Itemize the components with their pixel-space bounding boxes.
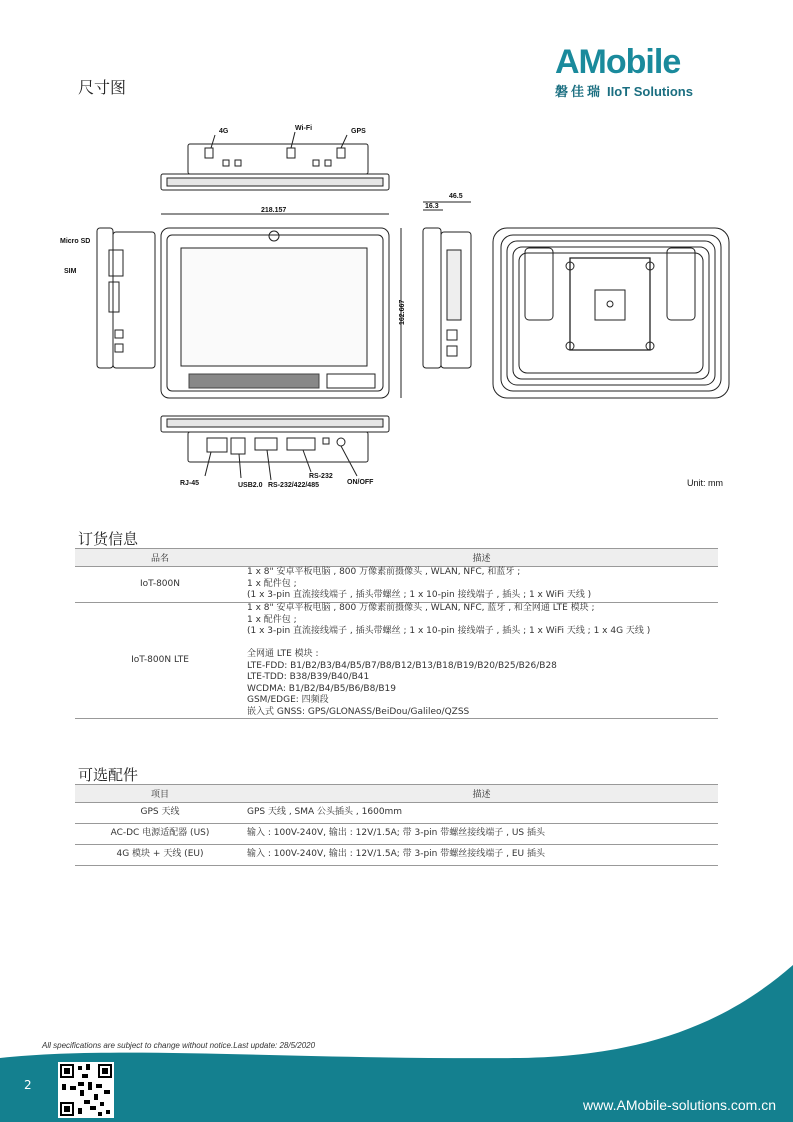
accessory-desc: GPS 天线 , SMA 公头插头 , 1600mm bbox=[245, 803, 718, 824]
ordering-header-name: 品名 bbox=[75, 549, 245, 567]
logo-brand-b: obile bbox=[605, 43, 681, 81]
rear-view bbox=[493, 228, 729, 398]
accessory-name: 4G 模块 + 天线 (EU) bbox=[75, 845, 245, 866]
label-rs232-485: RS-232/422/485 bbox=[268, 482, 319, 489]
table-row bbox=[75, 603, 718, 719]
logo-brand-a: AM bbox=[555, 43, 606, 81]
dimension-heading: 尺寸图 bbox=[78, 78, 127, 97]
accessory-desc: 输入 : 100V-240V, 输出 : 12V/1.5A; 带 3-pin 带螺丝接线端子 , US 插头 bbox=[245, 824, 718, 845]
accessory-desc: 输入 : 100V-240V, 输出 : 12V/1.5A; 带 3-pin 带螺丝接线端子 , EU 插头 bbox=[245, 845, 718, 866]
label-rj45: RJ-45 bbox=[180, 480, 200, 487]
label-gps: GPS bbox=[351, 128, 366, 135]
right-side-view bbox=[423, 202, 471, 368]
label-width: 218.157 bbox=[261, 207, 287, 214]
table-row bbox=[75, 845, 718, 866]
dimension-drawing bbox=[55, 120, 735, 500]
accessories-title: 可选配件 bbox=[78, 766, 139, 784]
accessory-name: AC-DC 电源适配器 (US) bbox=[75, 824, 245, 845]
accessory-name: GPS 天线 bbox=[75, 803, 245, 824]
bottom-view bbox=[161, 416, 389, 480]
ordering-header-desc: 描述 bbox=[245, 549, 718, 567]
label-onoff: ON/OFF bbox=[347, 479, 374, 486]
front-view bbox=[161, 214, 401, 398]
qr-code bbox=[58, 1062, 114, 1118]
product-desc: 1 x 8" 安卓平板电脑 , 800 万像素前摄像头 , WLAN, NFC, 蓝牙 , 和全网通 LTE 模块 ; 1 x 配件包 ; (1 x 3-pin 直流接线端子 , 插头带螺丝 ; 1 x 10-pin 接线端子 , 插头 ; 1 x WiFi 天线 ; 1 x 4G 天线 ) 全网通 LTE 模块 : LTE-FDD: B1/B2/B3/B4/B5/B7/B8/B12/B13/B18/B19/B20/B25/B26/B28 LTE-TDD: B38/B39/B40/B41 WCDMA: B1/B2/B4/B5/B6/B8/B19 GSM/EDGE: 四频段 嵌入式 GNSS: GPS/GLONASS/BeiDou/Galileo/QZSS bbox=[245, 603, 718, 719]
label-wifi: Wi-Fi bbox=[295, 125, 313, 132]
label-depth2: 16.3 bbox=[425, 203, 439, 210]
accessories-table bbox=[75, 784, 718, 866]
label-height: 162.667 bbox=[399, 299, 406, 325]
ordering-table bbox=[75, 548, 718, 719]
label-sim: SIM bbox=[64, 268, 77, 275]
page-number: 2 bbox=[24, 1078, 32, 1092]
logo-sub: IIoT Solutions bbox=[607, 84, 693, 99]
table-row bbox=[75, 824, 718, 845]
label-usb: USB2.0 bbox=[238, 482, 263, 489]
footer-url[interactable]: www.AMobile-solutions.com.cn bbox=[583, 1097, 776, 1113]
footer-note: All specifications are subject to change without notice.Last update: 28/5/2020 bbox=[42, 1041, 316, 1050]
table-row bbox=[75, 567, 718, 603]
label-micro-sd: Micro SD bbox=[60, 238, 91, 245]
table-row bbox=[75, 803, 718, 824]
top-view bbox=[161, 132, 389, 190]
logo-cn: 磐佳瑞 bbox=[555, 84, 604, 99]
accessories-header-item: 项目 bbox=[75, 785, 245, 803]
label-depth: 46.5 bbox=[449, 193, 463, 200]
product-name: IoT-800N LTE bbox=[75, 603, 245, 719]
label-rs232: RS-232 bbox=[309, 473, 333, 480]
accessories-header-desc: 描述 bbox=[245, 785, 718, 803]
amobile-logo bbox=[555, 44, 725, 100]
label-4g: 4G bbox=[219, 128, 229, 135]
left-side-view bbox=[97, 228, 155, 368]
product-name: IoT-800N bbox=[75, 567, 245, 603]
product-desc: 1 x 8" 安卓平板电脑 , 800 万像素前摄像头 , WLAN, NFC, 和蓝牙 ; 1 x 配件包 ; (1 x 3-pin 直流接线端子 , 插头带螺丝 ; 1 x 10-pin 接线端子 , 插头 ; 1 x WiFi 天线 ) bbox=[245, 567, 718, 603]
ordering-title: 订货信息 bbox=[78, 530, 139, 548]
unit-label: Unit: mm bbox=[687, 478, 723, 488]
